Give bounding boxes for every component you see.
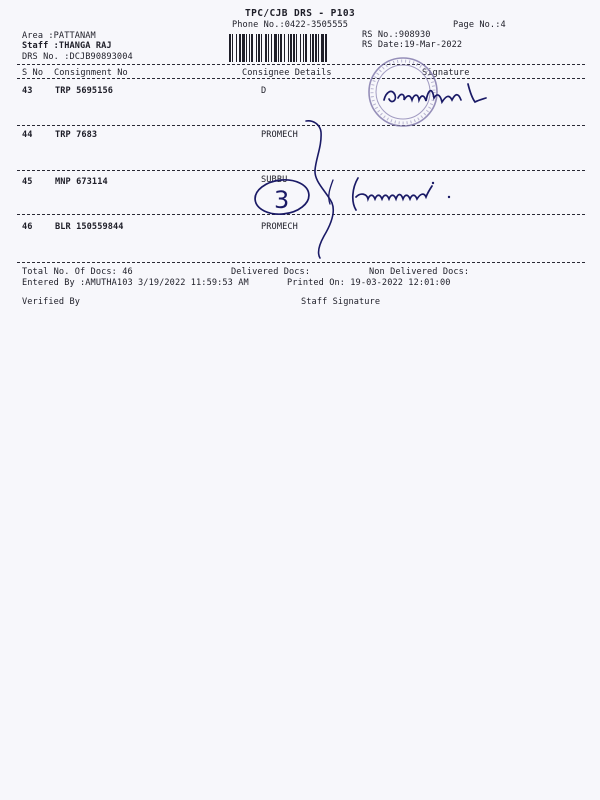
page-number: Page No.:4: [453, 20, 506, 30]
row-consignment: TRP 5695156: [55, 86, 114, 96]
row-sno: 43: [22, 86, 33, 96]
row-consignee: PROMECH: [261, 222, 298, 232]
row-consignee: D: [261, 86, 267, 96]
non-delivered-docs: Non Delivered Docs:: [369, 267, 470, 277]
signature-dot: [432, 182, 434, 184]
area-label: Area :PATTANAM: [22, 31, 96, 41]
row-consignee: SUBBU: [261, 175, 288, 185]
drs-number: DRS No. :DCJB90893004: [22, 52, 133, 62]
column-sno: S No: [22, 68, 44, 78]
row-consignment: TRP 7683: [55, 130, 98, 140]
rs-date: RS Date:19-Mar-2022: [362, 40, 463, 50]
row-consignment: BLR 150559844: [55, 222, 124, 232]
row-sno: 45: [22, 177, 33, 187]
row-sno: 46: [22, 222, 33, 232]
column-consignee: Consignee Details: [242, 68, 332, 78]
row-consignment: MNP 673114: [55, 177, 108, 187]
total-docs: Total No. Of Docs: 46: [22, 267, 133, 277]
circled-number: 3: [274, 186, 290, 214]
signature-dot: [448, 196, 450, 198]
verified-by: Verified By: [22, 297, 81, 307]
rs-number: RS No.:908930: [362, 30, 431, 40]
row-sno: 44: [22, 130, 33, 140]
rubber-stamp: [369, 58, 437, 126]
column-signature: Signature: [422, 68, 470, 78]
row-consignee: PROMECH: [261, 130, 298, 140]
delivered-docs: Delivered Docs:: [231, 267, 311, 277]
phone-number: Phone No.:0422-3505555: [232, 20, 349, 30]
report-title: TPC/CJB DRS - P103: [245, 8, 356, 19]
staff-signature-label: Staff Signature: [301, 297, 381, 307]
printed-on: Printed On: 19-03-2022 12:01:00: [287, 278, 451, 288]
column-consignment: Consignment No: [54, 68, 128, 78]
signature-row-45: [353, 178, 432, 210]
entered-by: Entered By :AMUTHA103 3/19/2022 11:59:53 AM: [22, 278, 249, 288]
staff-label: Staff :THANGA RAJ: [22, 41, 112, 51]
